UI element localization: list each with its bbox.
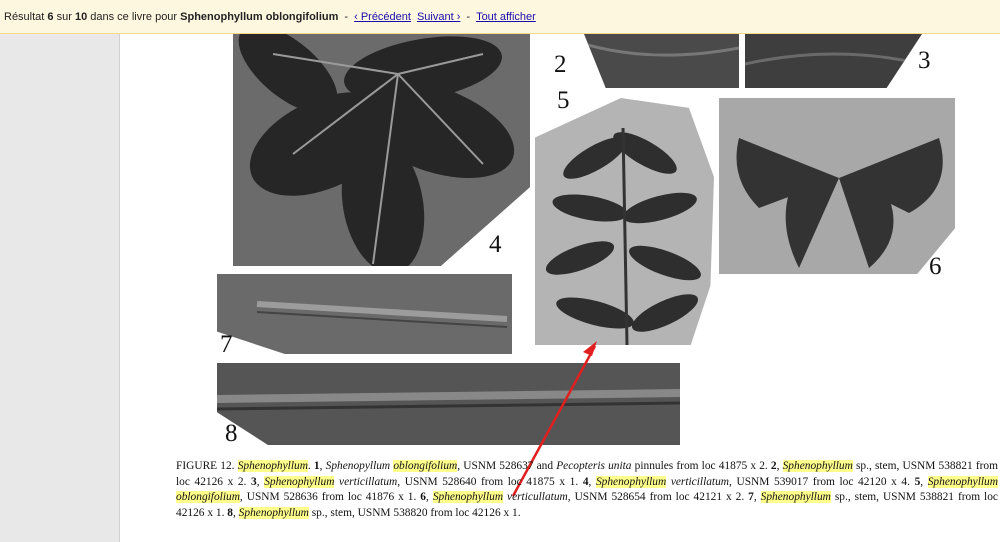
result-prefix: Résultat: [4, 10, 45, 23]
caption-species: verticillatum: [339, 475, 398, 488]
caption-highlight: Sphenophyllum: [927, 475, 998, 488]
caption-species: Pecopteris unita: [556, 460, 632, 472]
caption-text: ,: [319, 460, 326, 472]
result-current: 6: [47, 10, 54, 23]
caption-text: sp., stem, USNM 538821 from loc 42126 x 2.: [176, 460, 998, 488]
caption-item-number: 2: [770, 460, 777, 472]
figure-label-3: 3: [918, 47, 931, 74]
search-result-bar: [0, 0, 1000, 34]
caption-text: sp., stem, USNM 538821 from loc 42126 x 1.: [176, 491, 998, 519]
caption-item-number: 3: [251, 475, 257, 488]
left-panel: [0, 34, 120, 542]
caption-item-number: 1: [313, 460, 320, 472]
caption-highlight: Sphenophyllum: [238, 506, 309, 519]
figure-label-2: 2: [554, 51, 567, 78]
previous-result-link[interactable]: ‹ Précédent: [354, 10, 411, 23]
figure-label-7: 7: [220, 331, 233, 358]
separator-dash: -: [466, 10, 471, 23]
caption-species: Sphenopyllum: [325, 460, 391, 472]
separator-dash: -: [344, 10, 349, 23]
caption-highlight: Sphenophyllum: [237, 460, 308, 472]
figure-label-6: 6: [929, 253, 942, 280]
caption-text: , USNM 539017 from loc 42120 x 4.: [729, 475, 915, 488]
result-of: sur: [56, 10, 72, 23]
figure-caption: [176, 459, 998, 521]
caption-text: .: [307, 460, 314, 472]
next-result-link[interactable]: Suivant ›: [416, 10, 461, 23]
figure-label-8: 8: [225, 420, 238, 447]
figure-label-4: 4: [489, 231, 502, 258]
caption-species: verticillatum: [670, 475, 730, 488]
caption-highlight: Sphenophyllum: [432, 491, 504, 503]
show-all-link[interactable]: Tout afficher: [476, 10, 536, 23]
result-middle: dans ce livre pour: [90, 10, 178, 23]
result-total: 10: [74, 10, 88, 23]
caption-item-number: 8: [227, 506, 233, 519]
caption-text: sp., stem, USNM 538820 from loc 42126 x 1.: [308, 506, 521, 519]
caption-text: ,: [256, 475, 265, 488]
caption-item-number: 6: [420, 491, 426, 503]
caption-text: ,: [776, 460, 783, 472]
caption-item-number: 4: [582, 475, 589, 488]
caption-figure-number: FIGURE 12.: [176, 460, 235, 472]
caption-item-number: 5: [914, 475, 921, 488]
caption-item-number: 7: [748, 491, 754, 503]
caption-highlight: oblongifolium: [176, 491, 240, 503]
caption-text: , USNM 528637 and: [457, 460, 557, 472]
caption-text: ,: [920, 475, 928, 488]
book-page[interactable]: [121, 34, 1000, 542]
caption-text: ,: [753, 491, 761, 503]
search-query: Sphenophyllum oblongifolium: [180, 10, 339, 23]
figure-label-5: 5: [557, 87, 570, 114]
caption-text: ,: [426, 491, 433, 503]
caption-text: ,: [588, 475, 596, 488]
caption-text: pinnules from loc 41875 x 2.: [631, 460, 771, 472]
caption-highlight: Sphenophyllum: [264, 475, 335, 488]
caption-text: ,: [232, 506, 239, 519]
caption-highlight: Sphenophyllum: [595, 475, 667, 488]
caption-text: , USNM 528640 from loc 41875 x 1.: [397, 475, 583, 488]
caption-species: verticullatum: [507, 491, 568, 503]
caption-highlight: Sphenophyllum: [760, 491, 831, 503]
caption-text: , USNM 528636 from loc 41876 x 1.: [239, 491, 421, 503]
caption-text: , USNM 528654 from loc 42121 x 2.: [567, 491, 749, 503]
caption-highlight: oblongifolium: [393, 460, 458, 472]
caption-highlight: Sphenophyllum: [782, 460, 853, 472]
